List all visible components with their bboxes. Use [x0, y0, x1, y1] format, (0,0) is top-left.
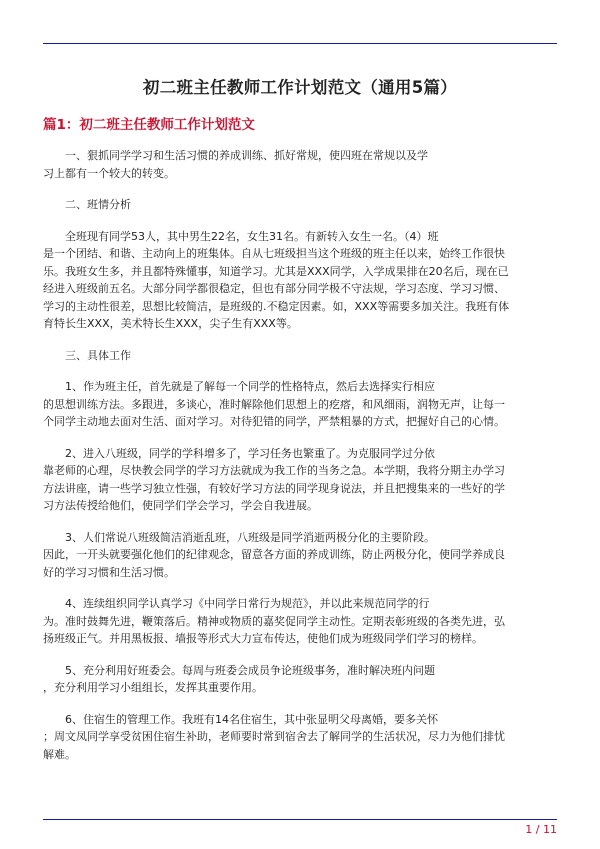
- paragraph-line: 一、狠抓同学学习和生活习惯的养成训练、抓好常规，使四班在常规以及学: [65, 149, 428, 162]
- paragraph: [43, 378, 557, 431]
- section-heading: 篇1：初二班主任教师工作计划范文: [43, 117, 255, 133]
- paragraph-line: 全班现有同学53人，其中男生22名，女生31名。有新转入女生一名。（4）班: [65, 229, 439, 243]
- page-number: 1 / 11: [525, 823, 557, 836]
- paragraph-line: 好的学习习惯和生活习惯。: [43, 565, 175, 579]
- header-rule: [43, 43, 557, 44]
- paragraph: [43, 147, 557, 182]
- paragraph-line: 靠老师的心理，尽快教会同学的学习方法就成为我工作的当务之急。本学期，我将分期主办学习: [43, 464, 505, 477]
- document-page: [43, 74, 557, 763]
- paragraph-line: 习方法传授给他们，使同学们学会学习，学会自我进展。: [43, 499, 318, 512]
- paragraph-line: 习上都有一个较大的转变。: [43, 166, 175, 180]
- paragraph-line: 学习的主动性很差，思想比较简洁，是班级的.不稳定因素。如，XXX等需要多加关注。我班有体: [43, 299, 510, 313]
- document-body: [43, 147, 557, 763]
- paragraph-line: 解难。: [43, 747, 76, 761]
- paragraph-line: 三、具体工作: [65, 348, 131, 362]
- paragraph-line: 经进入班级前五名。大部分同学都很稳定，但也有部分同学极不守法规，学习态度、学习习惯、: [43, 282, 505, 295]
- paragraph-line: 5、充分利用好班委会。每周与班委会成员争论班级事务，准时解决班内问题: [65, 663, 435, 677]
- paragraph-line: 6、住宿生的管理工作。我班有14名住宿生，其中张显明父母离婚，要多关怀: [65, 712, 438, 726]
- paragraph-line: 的思想训练方法。多跟进，多谈心，准时解除他们思想上的疙瘩，和风细雨，润物无声，让每一: [43, 397, 505, 411]
- paragraph: [43, 445, 557, 515]
- paragraph-line: 为。准时鼓舞先进，鞭策落后。精神或物质的嘉奖促同学主动性。定期表彰班级的各类先进，弘: [43, 614, 505, 628]
- paragraph: [43, 529, 557, 582]
- paragraph-line: ；周文凤同学享受贫困住宿生补助，老师要时常到宿舍去了解同学的生活状况，尽力为他们排忧: [43, 730, 505, 743]
- paragraph: [43, 595, 557, 648]
- paragraph: [43, 662, 557, 697]
- paragraph-line: 是一个团结、和谐、主动向上的班集体。自从七班级担当这个班级的班主任以来，始终工作很快: [43, 247, 505, 260]
- paragraph-line: 扬班级正气。并用黑板报、墙报等形式大力宣布传达，使他们成为班级同学们学习的榜样。: [43, 632, 483, 645]
- paragraph: [43, 347, 557, 365]
- paragraph-line: 乐。我班女生多，并且都特殊懂事，知道学习。尤其是XXX同学，入学成果排在20名后，现在已: [43, 264, 509, 278]
- paragraph-line: ，充分利用学习小组组长，发挥其重要作用。: [43, 681, 263, 694]
- paragraph-line: 个同学主动地去面对生活、面对学习。对待犯错的同学，严禁粗暴的方式，把握好自己的心情。: [43, 415, 505, 428]
- paragraph-line: 因此，一开头就要强化他们的纪律观念，留意各方面的养成训练，防止两极分化，使同学养成良: [43, 548, 505, 561]
- paragraph-line: 育特长生XXX，美术特长生XXX，尖子生有XXX等。: [43, 317, 298, 330]
- footer-rule: [43, 819, 557, 820]
- paragraph-line: 2、进入八班级，同学的学科增多了，学习任务也繁重了。为克服同学过分依: [65, 446, 435, 460]
- paragraph-line: 方法讲座，请一些学习独立性强，有较好学习方法的同学现身说法，并且把搜集来的一些好的学: [43, 481, 505, 495]
- paragraph: [43, 196, 557, 214]
- paragraph: [43, 228, 557, 333]
- paragraph: [43, 711, 557, 764]
- paragraph-line: 二、班情分析: [65, 198, 131, 211]
- paragraph-line: 3、人们常说八班级简洁消逝乱班，八班级是同学消逝两极分化的主要阶段。: [65, 530, 435, 544]
- paragraph-line: 4、连续组织同学认真学习《中同学日常行为规范》，并以此来规范同学的行: [65, 597, 430, 610]
- paragraph-line: 1、作为班主任，首先就是了解每一个同学的性格特点，然后去选择实行相应: [65, 380, 435, 393]
- document-title: 初二班主任教师工作计划范文（通用5篇）: [142, 78, 458, 97]
